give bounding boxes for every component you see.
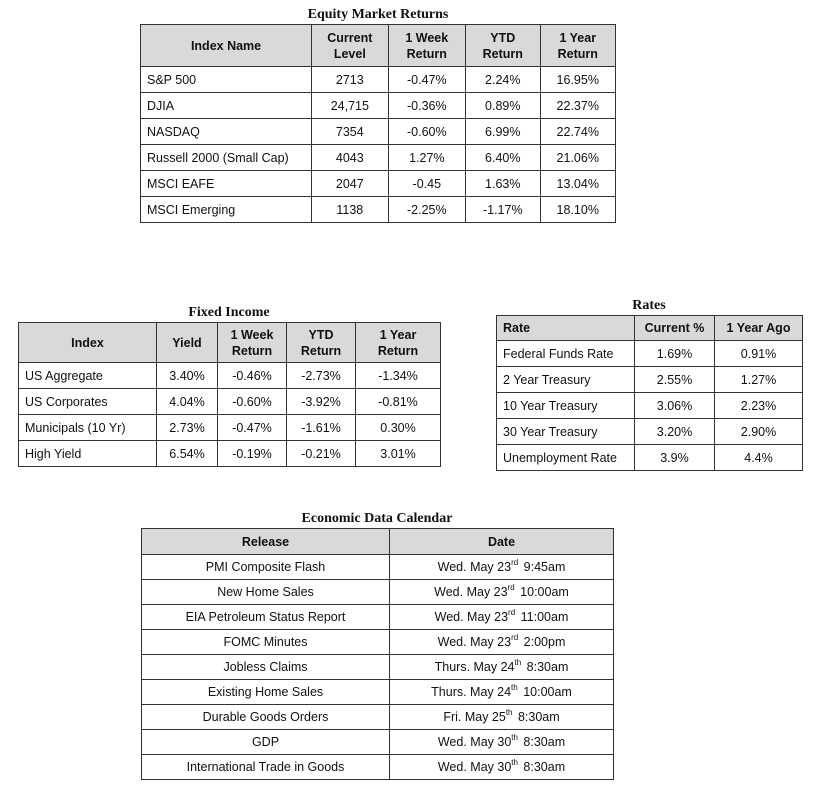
- equity-index-name: S&P 500: [141, 67, 312, 93]
- equity-value: 1.27%: [388, 145, 465, 171]
- fixed-income-header: 1 Year Return: [356, 323, 441, 363]
- calendar-date-suffix: th: [514, 658, 522, 667]
- calendar-date-suffix: rd: [511, 558, 519, 567]
- rates-header: Rate: [497, 316, 635, 341]
- fixed-income-index-name: US Corporates: [19, 389, 157, 415]
- calendar-date-time: 9:45am: [520, 560, 566, 574]
- table-row: [142, 580, 614, 605]
- table-row: [19, 441, 441, 467]
- equity-value: -0.60%: [388, 119, 465, 145]
- fixed-income-value: 0.30%: [356, 415, 441, 441]
- equity-value: 6.99%: [466, 119, 540, 145]
- calendar-date-suffix: th: [511, 758, 518, 767]
- calendar-date-suffix: th: [511, 733, 518, 742]
- calendar-date: [390, 680, 614, 705]
- table-row: [142, 730, 614, 755]
- calendar-release: New Home Sales: [142, 580, 390, 605]
- equity-value: 22.37%: [540, 93, 616, 119]
- rate-name: Unemployment Rate: [497, 445, 635, 471]
- equity-header: Index Name: [141, 25, 312, 67]
- fixed-income-header: Yield: [157, 323, 218, 363]
- calendar-date-day: Thurs. May 24: [431, 685, 512, 699]
- equity-index-name: MSCI Emerging: [141, 197, 312, 223]
- calendar-release: International Trade in Goods: [142, 755, 390, 780]
- calendar-date: [390, 705, 614, 730]
- table-row: [497, 393, 803, 419]
- calendar-date-time: 11:00am: [517, 610, 569, 624]
- calendar-date-suffix: th: [505, 708, 513, 717]
- fixed-income-value: 4.04%: [157, 389, 218, 415]
- fixed-income-value: -2.73%: [287, 363, 356, 389]
- fixed-income-value: -0.60%: [218, 389, 287, 415]
- equity-value: 1.63%: [466, 171, 540, 197]
- equity-header: YTD Return: [466, 25, 540, 67]
- calendar-date-day: Thurs. May 24: [434, 660, 515, 674]
- calendar-title: Economic Data Calendar: [301, 511, 453, 526]
- equity-index-name: DJIA: [141, 93, 312, 119]
- equity-table: [140, 24, 616, 223]
- calendar-date-day: Wed. May 23: [437, 635, 512, 649]
- fixed-income-table: [18, 322, 441, 467]
- fixed-income-value: -0.19%: [218, 441, 287, 467]
- fixed-income-title: Fixed Income: [188, 305, 270, 320]
- rates-title: Rates: [632, 298, 666, 313]
- table-row: [141, 93, 616, 119]
- calendar-date-suffix: rd: [507, 583, 515, 592]
- equity-header: Current Level: [312, 25, 388, 67]
- fixed-income-value: -0.21%: [287, 441, 356, 467]
- equity-title: Equity Market Returns: [307, 7, 449, 22]
- calendar-release: Jobless Claims: [142, 655, 390, 680]
- table-row: [497, 341, 803, 367]
- fixed-income-index-name: US Aggregate: [19, 363, 157, 389]
- calendar-date: [390, 580, 614, 605]
- calendar-date: [390, 605, 614, 630]
- calendar-date: [390, 555, 614, 580]
- equity-value: 2.24%: [466, 67, 540, 93]
- calendar-date-time: 8:30am: [519, 760, 566, 774]
- equity-header: 1 Week Return: [388, 25, 465, 67]
- rate-value: 0.91%: [715, 341, 803, 367]
- equity-value: 13.04%: [540, 171, 616, 197]
- rates-table: [496, 315, 803, 471]
- fixed-income-value: 3.01%: [356, 441, 441, 467]
- calendar-date-suffix: rd: [508, 608, 516, 617]
- equity-value: 16.95%: [540, 67, 616, 93]
- fixed-income-value: -0.46%: [218, 363, 287, 389]
- table-row: [142, 605, 614, 630]
- calendar-date-day: Fri. May 25: [443, 710, 506, 724]
- rates-header: Current %: [635, 316, 715, 341]
- table-row: [141, 197, 616, 223]
- calendar-date-time: 8:30am: [523, 660, 569, 674]
- calendar-date-day: Wed. May 23: [434, 585, 508, 599]
- fixed-income-section: [18, 304, 440, 467]
- table-row: [142, 680, 614, 705]
- equity-value: -1.17%: [466, 197, 540, 223]
- equity-value: -0.45: [388, 171, 465, 197]
- equity-value: 24,715: [312, 93, 388, 119]
- equity-value: 6.40%: [466, 145, 540, 171]
- equity-value: 22.74%: [540, 119, 616, 145]
- calendar-date-day: Wed. May 30: [437, 735, 512, 749]
- rate-name: 10 Year Treasury: [497, 393, 635, 419]
- table-row: [19, 389, 441, 415]
- table-row: [497, 367, 803, 393]
- table-row: [142, 555, 614, 580]
- equity-value: -2.25%: [388, 197, 465, 223]
- table-row: [497, 419, 803, 445]
- calendar-release: Durable Goods Orders: [142, 705, 390, 730]
- calendar-date-suffix: th: [511, 683, 518, 692]
- equity-value: 18.10%: [540, 197, 616, 223]
- equity-value: 4043: [312, 145, 388, 171]
- fixed-income-value: -1.34%: [356, 363, 441, 389]
- calendar-release: PMI Composite Flash: [142, 555, 390, 580]
- rates-header: 1 Year Ago: [715, 316, 803, 341]
- fixed-income-header: Index: [19, 323, 157, 363]
- calendar-date-day: Wed. May 23: [437, 560, 512, 574]
- calendar-date-day: Wed. May 30: [437, 760, 512, 774]
- fixed-income-value: 2.73%: [157, 415, 218, 441]
- calendar-section: [141, 510, 613, 780]
- fixed-income-value: -1.61%: [287, 415, 356, 441]
- equity-value: 2047: [312, 171, 388, 197]
- calendar-release: FOMC Minutes: [142, 630, 390, 655]
- calendar-date-time: 8:30am: [519, 735, 566, 749]
- equity-index-name: MSCI EAFE: [141, 171, 312, 197]
- calendar-date: [390, 655, 614, 680]
- table-row: [142, 655, 614, 680]
- fixed-income-value: 3.40%: [157, 363, 218, 389]
- calendar-date: [390, 630, 614, 655]
- calendar-release: Existing Home Sales: [142, 680, 390, 705]
- equity-value: 7354: [312, 119, 388, 145]
- rate-value: 2.23%: [715, 393, 803, 419]
- calendar-date-day: Wed. May 23: [434, 610, 509, 624]
- table-row: [141, 119, 616, 145]
- calendar-header: Date: [390, 529, 614, 555]
- calendar-release: GDP: [142, 730, 390, 755]
- fixed-income-value: 6.54%: [157, 441, 218, 467]
- calendar-release: EIA Petroleum Status Report: [142, 605, 390, 630]
- rate-value: 2.90%: [715, 419, 803, 445]
- rate-value: 3.06%: [635, 393, 715, 419]
- fixed-income-value: -0.81%: [356, 389, 441, 415]
- calendar-date-time: 8:30am: [514, 710, 560, 724]
- rate-value: 4.4%: [715, 445, 803, 471]
- equity-value: -0.36%: [388, 93, 465, 119]
- rates-section: [496, 297, 802, 471]
- fixed-income-index-name: High Yield: [19, 441, 157, 467]
- equity-value: 1138: [312, 197, 388, 223]
- calendar-date-time: 10:00am: [516, 585, 569, 599]
- equity-index-name: NASDAQ: [141, 119, 312, 145]
- table-row: [142, 630, 614, 655]
- calendar-date-suffix: rd: [511, 633, 519, 642]
- rate-name: 2 Year Treasury: [497, 367, 635, 393]
- rate-name: Federal Funds Rate: [497, 341, 635, 367]
- table-row: [19, 363, 441, 389]
- equity-value: 21.06%: [540, 145, 616, 171]
- calendar-date: [390, 730, 614, 755]
- table-row: [19, 415, 441, 441]
- fixed-income-value: -0.47%: [218, 415, 287, 441]
- fixed-income-header: 1 Week Return: [218, 323, 287, 363]
- rate-name: 30 Year Treasury: [497, 419, 635, 445]
- rate-value: 1.27%: [715, 367, 803, 393]
- rate-value: 3.9%: [635, 445, 715, 471]
- calendar-header: Release: [142, 529, 390, 555]
- rate-value: 2.55%: [635, 367, 715, 393]
- fixed-income-header: YTD Return: [287, 323, 356, 363]
- equity-value: 2713: [312, 67, 388, 93]
- table-row: [141, 67, 616, 93]
- equity-index-name: Russell 2000 (Small Cap): [141, 145, 312, 171]
- table-row: [142, 755, 614, 780]
- equity-value: 0.89%: [466, 93, 540, 119]
- equity-section: [140, 6, 616, 223]
- rate-value: 3.20%: [635, 419, 715, 445]
- table-row: [497, 445, 803, 471]
- table-row: [142, 705, 614, 730]
- fixed-income-value: -3.92%: [287, 389, 356, 415]
- equity-value: -0.47%: [388, 67, 465, 93]
- equity-header: 1 Year Return: [540, 25, 616, 67]
- table-row: [141, 145, 616, 171]
- fixed-income-index-name: Municipals (10 Yr): [19, 415, 157, 441]
- calendar-date-time: 10:00am: [519, 685, 572, 699]
- table-row: [141, 171, 616, 197]
- calendar-date-time: 2:00pm: [520, 635, 566, 649]
- calendar-table: [141, 528, 614, 780]
- rate-value: 1.69%: [635, 341, 715, 367]
- calendar-date: [390, 755, 614, 780]
